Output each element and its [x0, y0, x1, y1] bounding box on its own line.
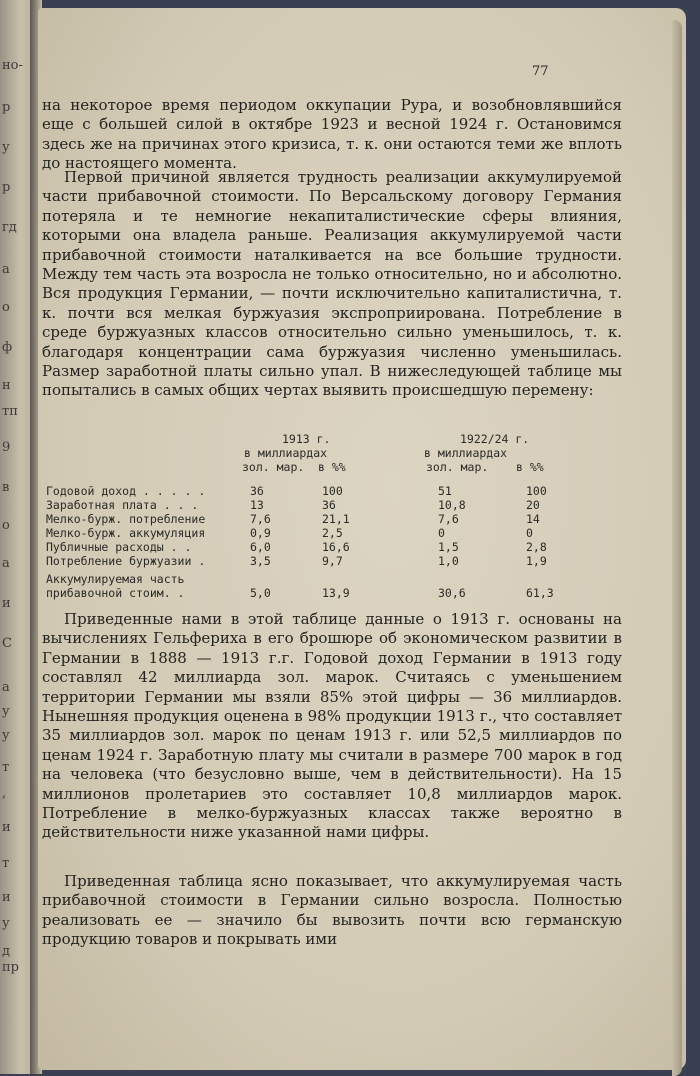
table-row — [46, 484, 586, 498]
left-page-text: у — [2, 140, 10, 155]
table-subheader: в %% — [516, 460, 544, 474]
left-page-text: о — [2, 518, 10, 533]
left-page-text: С — [2, 636, 12, 651]
table-row — [46, 586, 586, 600]
left-page-text: , — [2, 786, 7, 801]
cell-value-1922: 7,6 — [438, 512, 459, 526]
row-label: Годовой доход . . . . . — [46, 484, 206, 498]
table-subheader: зол. мар. — [426, 460, 489, 474]
table-row — [46, 540, 586, 554]
text-block — [42, 8, 642, 1068]
cell-value-1913: 36 — [250, 484, 264, 498]
cell-value-1913: 7,6 — [250, 512, 271, 526]
row-label: Аккумулируемая часть — [46, 572, 185, 586]
cell-value-1922: 51 — [438, 484, 452, 498]
table-row — [46, 554, 586, 568]
cell-pct-1913: 16,6 — [322, 540, 350, 554]
table-subheader: зол. мар. — [242, 460, 305, 474]
table-row — [46, 512, 586, 526]
cell-value-1913: 5,0 — [250, 586, 271, 600]
cell-pct-1922: 1,9 — [526, 554, 547, 568]
cell-value-1913: 13 — [250, 498, 264, 512]
table-subheader: в миллиардах — [244, 446, 328, 460]
cell-pct-1922: 2,8 — [526, 540, 547, 554]
left-page-text: но- — [2, 58, 23, 73]
row-label: Потребление буржуазии . — [46, 554, 206, 568]
cell-pct-1922: 14 — [526, 512, 540, 526]
left-page-text: и — [2, 596, 11, 611]
row-label: прибавочной стоим. . — [46, 586, 185, 600]
left-page-text: у — [2, 916, 10, 931]
cell-pct-1922: 61,3 — [526, 586, 554, 600]
left-page-text: 9 — [2, 440, 11, 455]
table-row — [46, 498, 586, 512]
cell-pct-1922: 0 — [526, 526, 533, 540]
cell-value-1922: 0 — [438, 526, 445, 540]
paragraph: Приведенные нами в этой таблице данные о 1913 г. основаны на вычислениях Гельфериха в его брошюре об экономическом развитии в Германии в 1888 — 1913 г.г. Годовой доход Германии в 1913 году составлял 42 миллиарда зол. марок. Считаясь с уменьшением территории Германии мы взяли 85% этой цифры — 36 миллиардов. Нынешняя продукция оценена в 98% продукции 1913 г., что составляет 35 миллиардов зол. марок по ценам 1913 г. или 52,5 миллиардов по ценам 1924 г. Заработную плату мы считали в размере 700 марок в год на человека (что безусловно выше, чем в действительности). На 15 миллионов пролетариев это составляет 10,8 миллиардов марок. Потребление в мелко-буржуазных классах также вероятно в действительности ниже указанной нами цифры. — [42, 610, 622, 842]
left-page-text: и — [2, 820, 11, 835]
left-page-text: а — [2, 556, 10, 571]
page-number: 77 — [532, 64, 549, 79]
cell-value-1922: 1,0 — [438, 554, 459, 568]
paragraph: на некоторое время периодом оккупации Рура, и возобновлявшийся еще с большей силой в октябре 1923 и весной 1924 г. Остановимся здесь же на причинах этого кризиса, т. к. они остаются теми же вплоть до настоящего момента. — [42, 96, 622, 173]
left-page-text: тп — [2, 404, 18, 419]
left-page-text: т — [2, 760, 10, 775]
paragraph: Приведенная таблица ясно показывает, что аккумулируемая часть прибавочной стоимости в Германии сильно возросла. Полностью реализовать ее — значило бы вывозить почти всю германскую продукцию товаров и покрывать ими — [42, 872, 622, 949]
left-page-text: а — [2, 680, 10, 695]
left-page-text: пр — [2, 960, 19, 975]
cell-value-1922: 10,8 — [438, 498, 466, 512]
left-page-text: т — [2, 856, 10, 871]
cell-pct-1922: 100 — [526, 484, 547, 498]
left-page-text: у — [2, 704, 10, 719]
left-page-text: н — [2, 378, 11, 393]
left-page-text: в — [2, 480, 10, 495]
row-label: Публичные расходы . . — [46, 540, 192, 554]
table-subheader: в %% — [318, 460, 346, 474]
cell-value-1913: 3,5 — [250, 554, 271, 568]
book-page — [38, 8, 686, 1070]
cell-pct-1913: 9,7 — [322, 554, 343, 568]
left-page-text: д — [2, 944, 11, 959]
cell-value-1913: 6,0 — [250, 540, 271, 554]
cell-pct-1913: 36 — [322, 498, 336, 512]
table-row — [46, 572, 586, 586]
cell-pct-1913: 21,1 — [322, 512, 350, 526]
left-page-text: у — [2, 728, 10, 743]
cell-pct-1913: 13,9 — [322, 586, 350, 600]
cell-pct-1922: 20 — [526, 498, 540, 512]
page-edge — [672, 20, 682, 1076]
left-page-text: а — [2, 262, 10, 277]
cell-value-1913: 0,9 — [250, 526, 271, 540]
table-subheader: в миллиардах — [424, 446, 508, 460]
left-page-text: и — [2, 890, 11, 905]
paragraph: Первой причиной является трудность реализации аккумулируемой части прибавочной стоимости. По Версальскому договору Германия потеряла и те немногие некапиталистические сферы влияния, которыми она владела раньше. Реализация аккумулируемой части прибавочной стоимости наталкивается на все большие трудности. Между тем часть эта возросла не только относительно, но и абсолютно. Вся продукция Германии, — почти исключительно капиталистична, т. к. почти вся мелкая буржуазия экспроприирована. Потребление в среде буржуазных классов относительно сильно уменьшилось, т. к. благодаря концентрации сама буржуазия численно уменьшилась. Размер заработной платы сильно упал. В нижеследующей таблице мы попытались в самых общих чертах выявить происшедшую перемену: — [42, 168, 622, 400]
table-col-header: 1922/24 г. — [460, 432, 530, 446]
left-page-text: р — [2, 180, 11, 195]
cell-pct-1913: 2,5 — [322, 526, 343, 540]
table-row — [46, 526, 586, 540]
cell-value-1922: 30,6 — [438, 586, 466, 600]
row-label: Мелко-бурж. аккумуляция — [46, 526, 206, 540]
left-page-text: р — [2, 100, 11, 115]
left-page-text: гд — [2, 220, 17, 235]
row-label: Заработная плата . . . — [46, 498, 199, 512]
cell-pct-1913: 100 — [322, 484, 343, 498]
left-page-text: ф — [2, 340, 13, 355]
cell-value-1922: 1,5 — [438, 540, 459, 554]
table-col-header: 1913 г. — [282, 432, 331, 446]
row-label: Мелко-бурж. потребление — [46, 512, 206, 526]
left-page-text: о — [2, 300, 10, 315]
